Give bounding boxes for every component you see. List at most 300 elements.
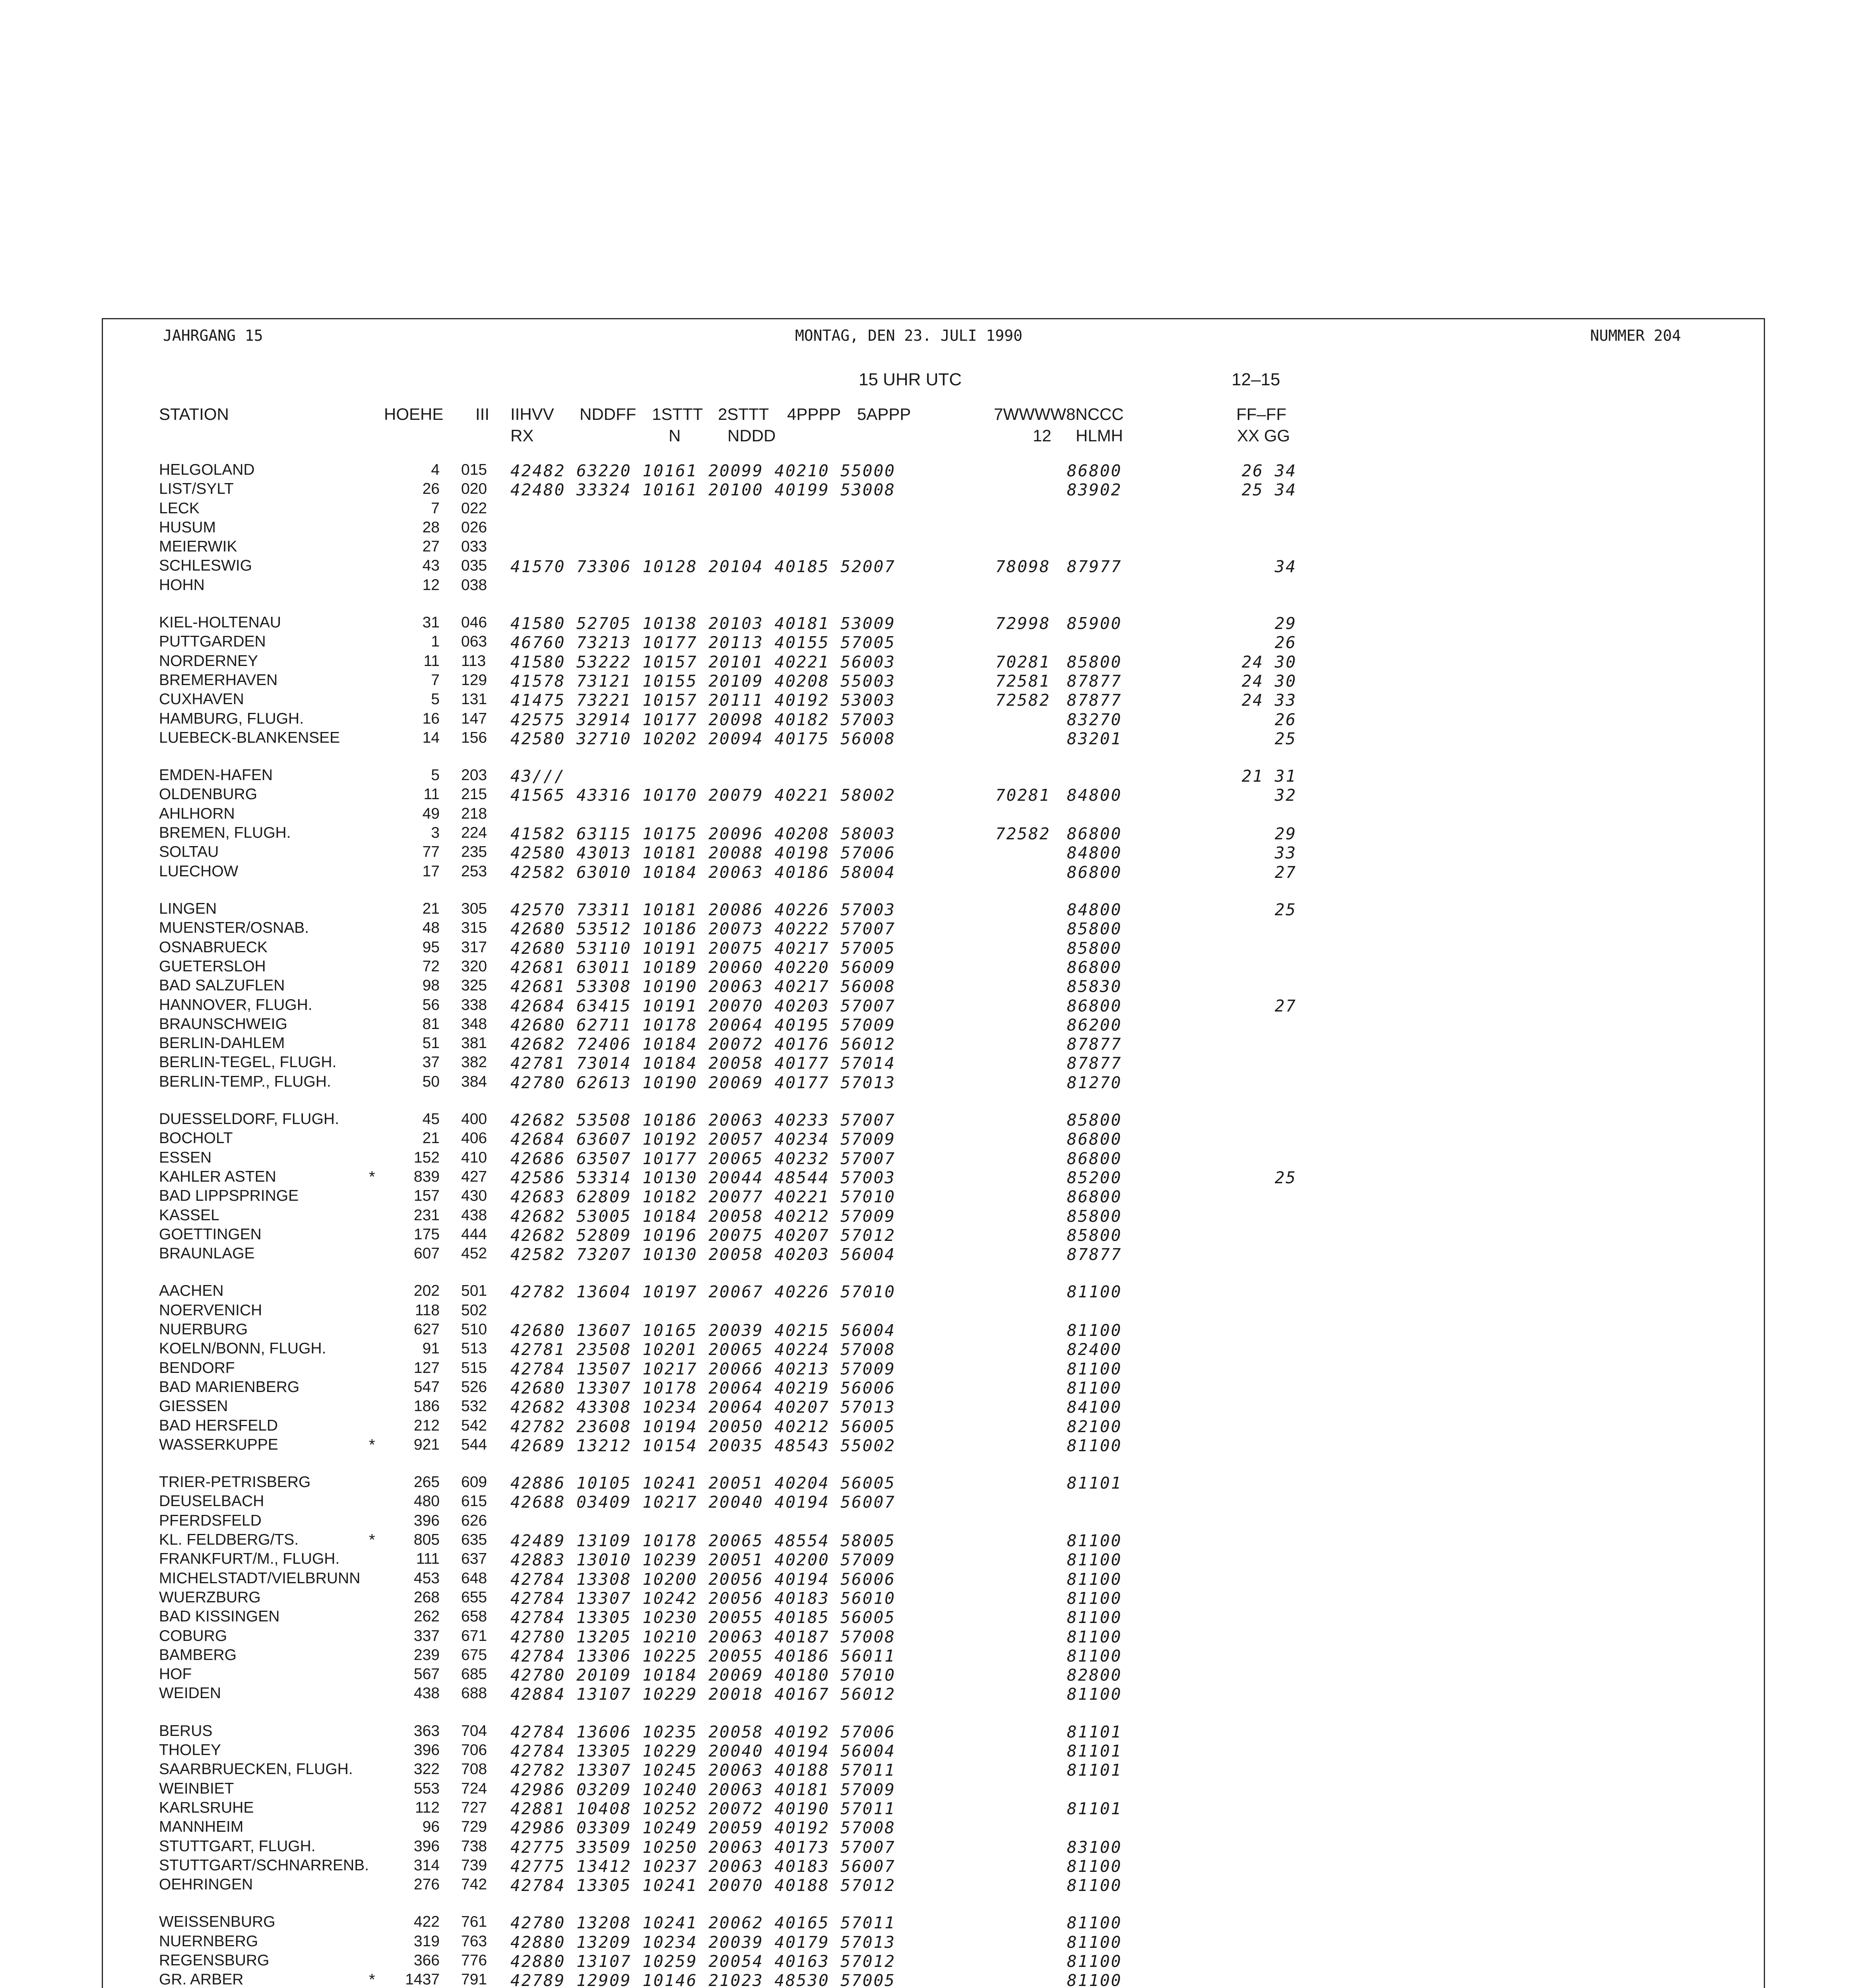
station-name: BERLIN-TEGEL, FLUGH. (159, 1054, 337, 1071)
station-name: CUXHAVEN (159, 691, 244, 708)
station-index: 317 (461, 939, 487, 956)
station-index: 046 (461, 614, 487, 631)
gust-group: 26 (1274, 710, 1297, 729)
station-height: 239 (413, 1646, 440, 1664)
station-index: 763 (461, 1933, 487, 1950)
station-row (0, 652, 1862, 672)
cloud-group: 85830 (1067, 977, 1122, 996)
cloud-group: 87877 (1067, 1245, 1122, 1264)
station-name: BRAUNLAGE (159, 1245, 255, 1262)
station-row (0, 977, 1862, 996)
station-name: SOLTAU (159, 843, 219, 860)
station-row (0, 1608, 1862, 1627)
station-index: 515 (461, 1359, 487, 1376)
synop-groups: 42689 13212 10154 20035 48543 55002 (510, 1436, 896, 1455)
synop-groups: 42482 63220 10161 20099 40210 55000 (510, 461, 896, 480)
station-index: 513 (461, 1340, 487, 1357)
synop-groups: 42986 03209 10240 20063 40181 57009 (510, 1780, 896, 1799)
station-index: 400 (461, 1110, 487, 1128)
station-name: NORDERNEY (159, 652, 258, 670)
station-height: 1 (431, 633, 440, 650)
station-name: GOETTINGEN (159, 1226, 262, 1243)
station-index: 348 (461, 1015, 487, 1033)
synop-groups: 42781 73014 10184 20058 40177 57014 (510, 1054, 896, 1073)
cloud-group: 81101 (1067, 1741, 1122, 1761)
station-index: 761 (461, 1913, 487, 1930)
synop-groups: 41475 73221 10157 20111 40192 53003 (510, 691, 896, 710)
cloud-group: 81100 (1067, 1913, 1122, 1932)
synop-groups: 42680 13307 10178 20064 40219 56006 (510, 1378, 896, 1398)
synop-groups: 41565 43316 10170 20079 40221 58002 (510, 786, 896, 805)
synop-groups: 41582 63115 10175 20096 40208 58003 (510, 824, 896, 843)
weather-group: 72581 (995, 672, 1051, 691)
station-height: 7 (431, 500, 440, 517)
station-height: 276 (413, 1876, 440, 1893)
station-index: 430 (461, 1187, 487, 1204)
col-group7-sub: 12 (1033, 426, 1051, 445)
station-height: 50 (422, 1073, 440, 1090)
station-name: LUECHOW (159, 863, 239, 880)
station-index: 609 (461, 1474, 487, 1491)
gust-group: 27 (1274, 996, 1297, 1015)
station-height: 118 (415, 1302, 440, 1319)
station-name: LIST/SYLT (159, 480, 234, 497)
synop-groups: 42686 63507 10177 20065 40232 57007 (510, 1149, 896, 1168)
station-row (0, 786, 1862, 805)
station-row (0, 1187, 1862, 1206)
station-height: 12 (422, 577, 440, 594)
synop-groups: 42489 13109 10178 20065 48554 58005 (510, 1531, 896, 1550)
cloud-group: 85800 (1067, 652, 1122, 672)
cloud-group: 86800 (1067, 996, 1122, 1015)
synop-groups: 42575 32914 10177 20098 40182 57003 (510, 710, 896, 729)
station-height: 56 (422, 996, 440, 1013)
station-index: 022 (461, 500, 487, 517)
station-row (0, 1130, 1862, 1149)
cloud-group: 81100 (1067, 1608, 1122, 1627)
station-row (0, 1971, 1862, 1988)
station-index: 035 (461, 557, 487, 574)
station-name: BAD LIPPSPRINGE (159, 1187, 299, 1204)
station-row (0, 1245, 1862, 1264)
station-row (0, 1340, 1862, 1359)
station-height: 921 (413, 1436, 440, 1453)
station-name: BERLIN-TEMP., FLUGH. (159, 1073, 331, 1090)
station-index: 738 (461, 1838, 487, 1855)
station-name: EMDEN-HAFEN (159, 767, 273, 784)
station-index: 685 (461, 1666, 487, 1683)
station-row (0, 729, 1862, 748)
station-name: BERLIN-DAHLEM (159, 1035, 285, 1052)
station-name: GIESSEN (159, 1398, 228, 1415)
station-row (0, 805, 1862, 824)
station-name: FRANKFURT/M., FLUGH. (159, 1550, 340, 1567)
station-index: 215 (461, 786, 487, 803)
cloud-group: 81100 (1067, 1570, 1122, 1589)
gust-group: 24 30 (1241, 672, 1297, 691)
station-name: WUERZBURG (159, 1589, 261, 1606)
station-index: 742 (461, 1876, 487, 1893)
station-index: 129 (461, 672, 487, 689)
synop-groups: 41580 53222 10157 20101 40221 56003 (510, 652, 896, 672)
station-index: 626 (461, 1512, 487, 1529)
station-height: 111 (416, 1550, 440, 1567)
cloud-group: 81100 (1067, 1971, 1122, 1988)
gust-group: 25 (1274, 900, 1297, 919)
synop-groups: 42570 73311 10181 20086 40226 57003 (510, 900, 896, 919)
synop-groups: 46760 73213 10177 20113 40155 57005 (510, 633, 896, 652)
gust-group: 34 (1274, 557, 1297, 576)
cloud-group: 85800 (1067, 1226, 1122, 1245)
col-group8: 8NCCC (1066, 405, 1124, 423)
station-index: 235 (461, 843, 487, 860)
station-row (0, 1417, 1862, 1436)
station-name: BAD SALZUFLEN (159, 977, 285, 994)
station-row (0, 1282, 1862, 1301)
cloud-group: 81100 (1067, 1282, 1122, 1301)
station-height: 96 (422, 1818, 440, 1835)
gust-group: 25 (1274, 1168, 1297, 1187)
station-name: LINGEN (159, 900, 217, 917)
col-group1: IIHVV (510, 405, 554, 423)
synop-groups: 42780 13208 10241 20062 40165 57011 (510, 1913, 896, 1932)
station-index: 648 (461, 1570, 487, 1587)
station-index: 671 (461, 1627, 487, 1644)
station-height: 157 (413, 1187, 440, 1204)
station-height: 48 (422, 919, 440, 936)
station-height: 453 (413, 1570, 440, 1587)
station-height: 11 (423, 786, 440, 803)
station-index: 502 (461, 1302, 487, 1319)
cloud-group: 86800 (1067, 461, 1122, 480)
station-height: 37 (422, 1054, 440, 1071)
cloud-group: 81101 (1067, 1474, 1122, 1493)
col-group4-sub: NDDD (727, 426, 776, 445)
station-row (0, 767, 1862, 786)
station-name: HANNOVER, FLUGH. (159, 996, 312, 1013)
station-height: 77 (422, 843, 440, 860)
col-iii: III (475, 405, 490, 423)
hours-range-label: 12–15 (1232, 370, 1280, 389)
station-height: 27 (422, 538, 440, 555)
station-row (0, 1531, 1862, 1550)
synop-groups: 42580 43013 10181 20088 40198 57006 (510, 843, 896, 862)
station-row (0, 672, 1862, 691)
col-group3-sub: N (669, 426, 681, 445)
station-name: KL. FELDBERG/TS. (159, 1531, 299, 1548)
station-row (0, 1474, 1862, 1493)
station-name: WEISSENBURG (159, 1913, 275, 1930)
station-index: 410 (461, 1149, 487, 1166)
cloud-group: 83902 (1067, 480, 1122, 499)
station-index: 727 (461, 1799, 487, 1816)
station-row (0, 1168, 1862, 1187)
station-height: 268 (413, 1589, 440, 1606)
station-name: BAD HERSFELD (159, 1417, 278, 1434)
cloud-group: 85800 (1067, 919, 1122, 938)
station-index: 203 (461, 767, 487, 784)
station-row (0, 1302, 1862, 1321)
cloud-group: 81100 (1067, 1876, 1122, 1895)
station-name: BAD MARIENBERG (159, 1378, 300, 1396)
synop-groups: 42880 13209 10234 20039 40179 57013 (510, 1933, 896, 1952)
station-name: SAARBRUECKEN, FLUGH. (159, 1761, 353, 1778)
station-index: 704 (461, 1722, 487, 1740)
station-index: 776 (461, 1952, 487, 1969)
station-index: 501 (461, 1282, 487, 1299)
station-index: 253 (461, 863, 487, 880)
station-height: 91 (422, 1340, 440, 1357)
issue-number: NUMMER 204 (1590, 327, 1681, 344)
synop-groups: 42781 23508 10201 20065 40224 57008 (510, 1340, 896, 1359)
station-name: TRIER-PETRISBERG (159, 1474, 311, 1491)
station-name: WEIDEN (159, 1685, 221, 1702)
cloud-group: 81100 (1067, 1321, 1122, 1340)
cloud-group: 85200 (1067, 1168, 1122, 1187)
cloud-group: 86800 (1067, 1130, 1122, 1149)
gust-group: 27 (1274, 863, 1297, 882)
station-index: 637 (461, 1550, 487, 1567)
station-height: 3 (431, 824, 440, 841)
cloud-group: 83270 (1067, 710, 1122, 729)
station-name: MEIERWIK (159, 538, 237, 555)
station-name: BAD KISSINGEN (159, 1608, 280, 1625)
col-group7: 7WWWW (994, 405, 1066, 423)
station-row (0, 1398, 1862, 1417)
cloud-group: 86800 (1067, 863, 1122, 882)
station-index: 038 (461, 577, 487, 594)
station-row (0, 958, 1862, 977)
station-row (0, 461, 1862, 480)
synop-groups: 42682 52809 10196 20075 40207 57012 (510, 1226, 896, 1245)
station-index: 063 (461, 633, 487, 650)
synop-groups: 42881 10408 10252 20072 40190 57011 (510, 1799, 896, 1818)
station-height: 396 (413, 1741, 440, 1759)
col-group2: NDDFF (580, 405, 636, 423)
station-row (0, 939, 1862, 958)
cloud-group: 87877 (1067, 672, 1122, 691)
station-row (0, 1207, 1862, 1226)
station-row (0, 557, 1862, 576)
station-row (0, 1321, 1862, 1340)
station-height: 17 (422, 863, 440, 880)
cloud-group: 81101 (1067, 1761, 1122, 1780)
station-height: 567 (413, 1666, 440, 1683)
station-row (0, 519, 1862, 538)
station-index: 675 (461, 1646, 487, 1664)
gust-group: 25 (1274, 729, 1297, 748)
synop-groups: 43/// (510, 767, 566, 786)
synop-groups: 42580 32710 10202 20094 40175 56008 (510, 729, 896, 748)
cloud-group: 81270 (1067, 1073, 1122, 1092)
station-index: 791 (461, 1971, 487, 1988)
cloud-group: 81100 (1067, 1359, 1122, 1378)
station-row (0, 577, 1862, 596)
station-name: PFERDSFELD (159, 1512, 262, 1529)
col-group4: 2STTT (718, 405, 769, 423)
cloud-group: 85800 (1067, 1207, 1122, 1226)
weather-group: 70281 (995, 652, 1051, 672)
synop-groups: 42789 12909 10146 21023 48530 57005 (510, 1971, 896, 1988)
station-height: 839 (413, 1168, 440, 1185)
synop-groups: 42884 13107 10229 20018 40167 56012 (510, 1685, 896, 1704)
station-height: 319 (413, 1933, 440, 1950)
station-name: GUETERSLOH (159, 958, 266, 975)
station-index: 406 (461, 1130, 487, 1147)
station-name: BOCHOLT (159, 1130, 233, 1147)
gust-group: 24 30 (1241, 652, 1297, 672)
cloud-group: 87877 (1067, 1035, 1122, 1054)
station-row (0, 1015, 1862, 1035)
cloud-group: 82400 (1067, 1340, 1122, 1359)
station-height: 31 (422, 614, 440, 631)
station-height: 265 (413, 1474, 440, 1491)
station-row (0, 1741, 1862, 1761)
station-index: 688 (461, 1685, 487, 1702)
gust-group: 26 34 (1241, 461, 1297, 480)
station-height: 5 (431, 691, 440, 708)
station-name: KASSEL (159, 1207, 219, 1224)
station-row (0, 1149, 1862, 1168)
station-index: 033 (461, 538, 487, 555)
synop-groups: 42784 13306 10225 20055 40186 56011 (510, 1646, 896, 1666)
mountain-mark: * (369, 1168, 375, 1186)
station-row (0, 1646, 1862, 1666)
station-height: 805 (413, 1531, 440, 1548)
cloud-group: 82100 (1067, 1417, 1122, 1436)
cloud-group: 84800 (1067, 843, 1122, 862)
station-index: 224 (461, 824, 487, 841)
synop-groups: 42883 13010 10239 20051 40200 57009 (510, 1550, 896, 1569)
station-index: 020 (461, 480, 487, 497)
station-index: 544 (461, 1436, 487, 1453)
cloud-group: 85900 (1067, 614, 1122, 633)
station-height: 396 (413, 1838, 440, 1855)
synop-groups: 42775 13412 10237 20063 40183 56007 (510, 1857, 896, 1876)
synop-groups: 42784 13606 10235 20058 40192 57006 (510, 1722, 896, 1741)
station-row (0, 1073, 1862, 1092)
utc-time-label: 15 UHR UTC (859, 370, 962, 389)
station-name: COBURG (159, 1627, 227, 1644)
station-height: 1437 (405, 1971, 440, 1988)
gust-group: 26 (1274, 633, 1297, 652)
station-name: DUESSELDORF, FLUGH. (159, 1110, 339, 1128)
station-row (0, 1876, 1862, 1895)
synop-groups: 42784 13305 10241 20070 40188 57012 (510, 1876, 896, 1895)
station-height: 45 (422, 1110, 440, 1128)
station-height: 28 (422, 519, 440, 536)
synop-groups: 42681 63011 10189 20060 40220 56009 (510, 958, 896, 977)
cloud-group: 85800 (1067, 1110, 1122, 1130)
station-name: OSNABRUECK (159, 939, 268, 956)
station-row (0, 1378, 1862, 1398)
cloud-group: 81100 (1067, 1378, 1122, 1398)
synop-groups: 42682 53005 10184 20058 40212 57009 (510, 1207, 896, 1226)
station-row (0, 1359, 1862, 1378)
weather-group: 72582 (995, 824, 1051, 843)
station-name: LECK (159, 500, 200, 517)
synop-groups: 42784 13507 10217 20066 40213 57009 (510, 1359, 896, 1378)
station-height: 14 (422, 729, 440, 746)
synop-groups: 42782 13604 10197 20067 40226 57010 (510, 1282, 896, 1301)
station-height: 51 (422, 1035, 440, 1052)
station-height: 21 (422, 1130, 440, 1147)
station-height: 314 (413, 1857, 440, 1874)
station-index: 320 (461, 958, 487, 975)
station-index: 452 (461, 1245, 487, 1262)
station-row (0, 1666, 1862, 1685)
station-row (0, 1436, 1862, 1455)
station-row (0, 1913, 1862, 1932)
station-index: 655 (461, 1589, 487, 1606)
station-row (0, 614, 1862, 633)
station-index: 384 (461, 1073, 487, 1090)
synop-groups: 42782 23608 10194 20050 40212 56005 (510, 1417, 896, 1436)
station-name: NUERNBERG (159, 1933, 258, 1950)
cloud-group: 86200 (1067, 1015, 1122, 1035)
gust-group: 29 (1274, 614, 1297, 633)
station-name: WEINBIET (159, 1780, 234, 1797)
weather-group: 72998 (995, 614, 1051, 633)
station-height: 438 (413, 1685, 440, 1702)
station-name: HUSUM (159, 519, 216, 536)
station-index: 444 (461, 1226, 487, 1243)
station-row (0, 1761, 1862, 1780)
station-index: 015 (461, 461, 487, 478)
station-name: KIEL-HOLTENAU (159, 614, 281, 631)
station-name: KOELN/BONN, FLUGH. (159, 1340, 326, 1357)
station-name: KAHLER ASTEN (159, 1168, 276, 1185)
cloud-group: 81101 (1067, 1799, 1122, 1818)
col-hoehe: HOEHE (384, 405, 444, 423)
station-index: 315 (461, 919, 487, 936)
station-row (0, 1818, 1862, 1837)
synop-groups: 42682 72406 10184 20072 40176 56012 (510, 1035, 896, 1054)
cloud-group: 81100 (1067, 1550, 1122, 1569)
station-name: BREMERHAVEN (159, 672, 278, 689)
station-row (0, 710, 1862, 729)
synop-groups: 42683 62809 10182 20077 40221 57010 (510, 1187, 896, 1206)
station-name: BREMEN, FLUGH. (159, 824, 291, 841)
cloud-group: 86800 (1067, 1149, 1122, 1168)
gust-group: 32 (1274, 786, 1297, 805)
cloud-group: 86800 (1067, 958, 1122, 977)
station-name: LUEBECK-BLANKENSEE (159, 729, 340, 746)
station-row (0, 633, 1862, 652)
station-name: MUENSTER/OSNAB. (159, 919, 309, 936)
station-index: 658 (461, 1608, 487, 1625)
cloud-group: 82800 (1067, 1666, 1122, 1685)
col-station: STATION (159, 405, 229, 423)
station-index: 438 (461, 1207, 487, 1224)
station-row (0, 996, 1862, 1015)
mountain-mark: * (369, 1436, 375, 1454)
synop-groups: 42684 63415 10191 20070 40203 57007 (510, 996, 896, 1015)
station-row (0, 500, 1862, 519)
station-height: 366 (413, 1952, 440, 1969)
station-name: NUERBURG (159, 1321, 248, 1338)
synop-groups: 42688 03409 10217 20040 40194 56007 (510, 1493, 896, 1512)
station-height: 322 (413, 1761, 440, 1778)
station-name: BERUS (159, 1722, 213, 1740)
station-index: 708 (461, 1761, 487, 1778)
cloud-group: 81100 (1067, 1589, 1122, 1608)
synop-groups: 42986 03309 10249 20059 40192 57008 (510, 1818, 896, 1837)
station-row (0, 1110, 1862, 1130)
station-name: DEUSELBACH (159, 1493, 264, 1510)
station-row (0, 1589, 1862, 1608)
station-height: 21 (422, 900, 440, 917)
